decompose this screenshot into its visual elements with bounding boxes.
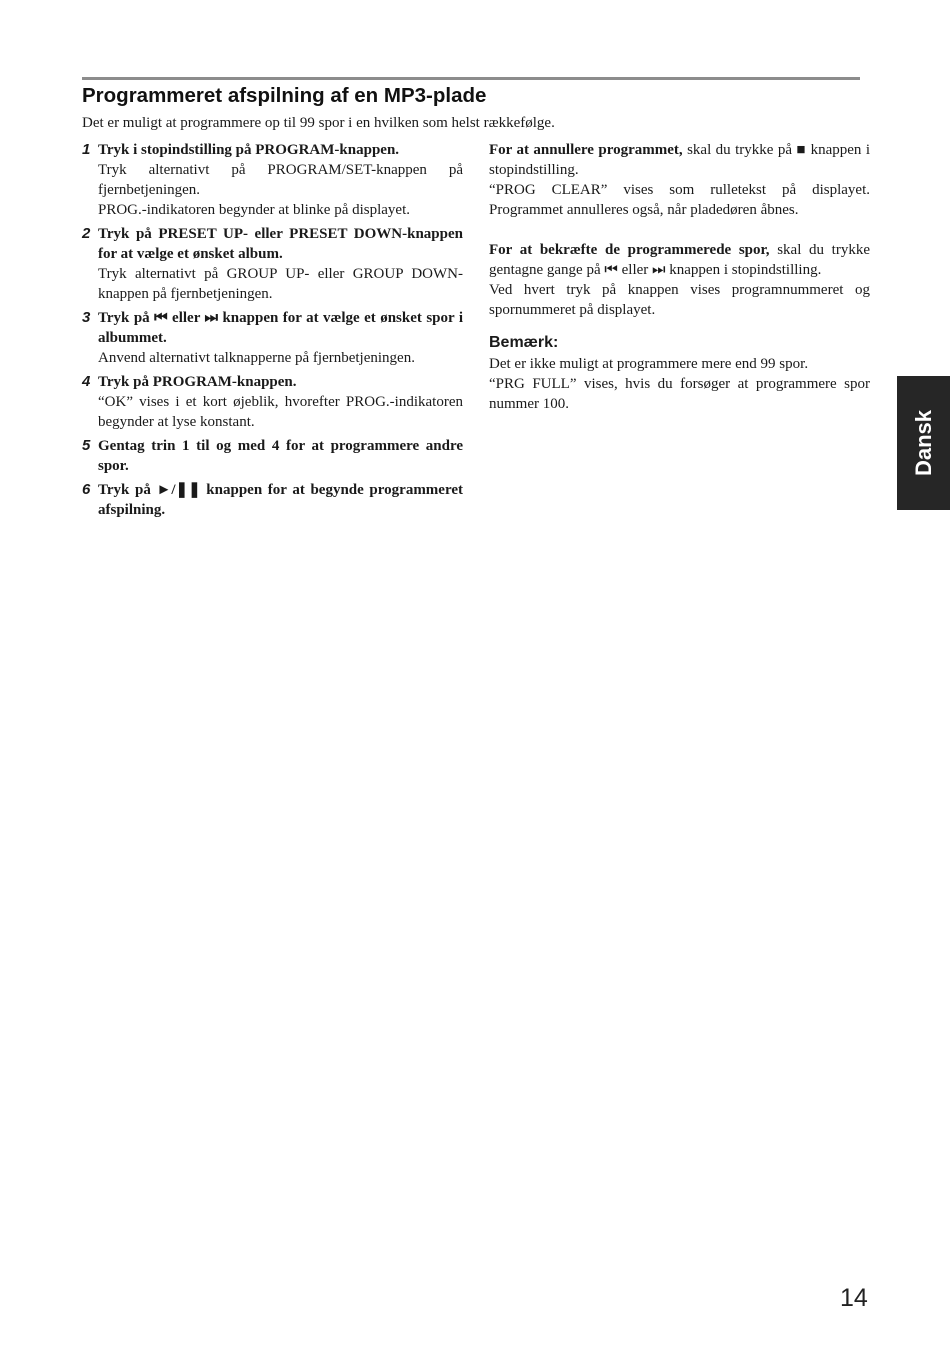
step-1 <box>82 140 463 220</box>
step-note: Anvend alternativt talknapperne på fjernbetjeningen. <box>98 350 415 366</box>
note-text-1: Det er ikke muligt at programmere mere end 99 spor. <box>489 356 809 372</box>
step-2 <box>82 224 463 304</box>
step-note: PROG.-indikatoren begynder at blinke på displayet. <box>98 202 411 218</box>
step-number: 4 <box>82 373 91 390</box>
step-number: 6 <box>82 481 91 498</box>
step-number: 3 <box>82 309 91 326</box>
step-note: “OK” vises i et kort øjeblik, hvorefter PROG.-indikatoren begynder at lyse konstant. <box>98 394 463 430</box>
steps-column <box>82 140 463 524</box>
cancel-text: skal du trykke på ■ knappen i stopindstilling. <box>489 142 871 178</box>
step-4 <box>82 372 463 432</box>
step-instruction: Tryk på ⏮ eller ⏭ knappen for at vælge et ønsket spor i albummet. <box>98 310 463 346</box>
confirm-text: skal du trykke gentagne gange på ⏮ eller ⏭ knappen i stopindstilling. <box>489 242 870 278</box>
confirm-heading: For at bekræfte de programmerede spor, <box>489 242 770 258</box>
step-instruction: Gentag trin 1 til og med 4 for at programmere andre spor. <box>98 438 463 474</box>
step-number: 2 <box>82 225 91 242</box>
notes-column <box>489 140 870 414</box>
page-title: Programmeret afspilning af en MP3-plade <box>82 84 487 107</box>
step-instruction: Tryk i stopindstilling på PROGRAM-knappen. <box>98 142 400 158</box>
header-rule <box>82 77 860 80</box>
cancel-program-paragraph <box>489 140 870 180</box>
step-instruction: Tryk på PROGRAM-knappen. <box>98 374 297 390</box>
note-text-2: “PRG FULL” vises, hvis du forsøger at programmere spor nummer 100. <box>489 376 870 412</box>
step-6 <box>82 480 463 520</box>
cancel-heading: For at annullere programmet, <box>489 142 683 158</box>
language-tab-label: Dansk <box>910 409 936 477</box>
confirm-program-paragraph <box>489 240 870 280</box>
step-5 <box>82 436 463 476</box>
page-number: 14 <box>840 1284 868 1312</box>
note-heading: Bemærk: <box>489 334 559 351</box>
step-note: Tryk alternativt på PROGRAM/SET-knappen på fjernbetjeningen. <box>98 162 463 198</box>
step-note: Tryk alternativt på GROUP UP- eller GROUP DOWN-knappen på fjernbetjeningen. <box>98 266 463 302</box>
step-number: 5 <box>82 437 91 454</box>
intro-text: Det er muligt at programmere op til 99 spor i en hvilken som helst rækkefølge. <box>82 115 555 131</box>
step-3 <box>82 308 463 368</box>
step-instruction: Tryk på ►/❚❚ knappen for at begynde programmeret afspilning. <box>98 482 463 518</box>
language-tab <box>897 376 950 510</box>
cancel-detail: “PROG CLEAR” vises som rulletekst på displayet. Programmet annulleres også, når pladedøren åbnes. <box>489 182 870 218</box>
step-number: 1 <box>82 141 91 158</box>
confirm-detail: Ved hvert tryk på knappen vises programnummeret og spornummeret på displayet. <box>489 282 870 318</box>
step-instruction: Tryk på PRESET UP- eller PRESET DOWN-knappen for at vælge et ønsket album. <box>98 226 463 262</box>
